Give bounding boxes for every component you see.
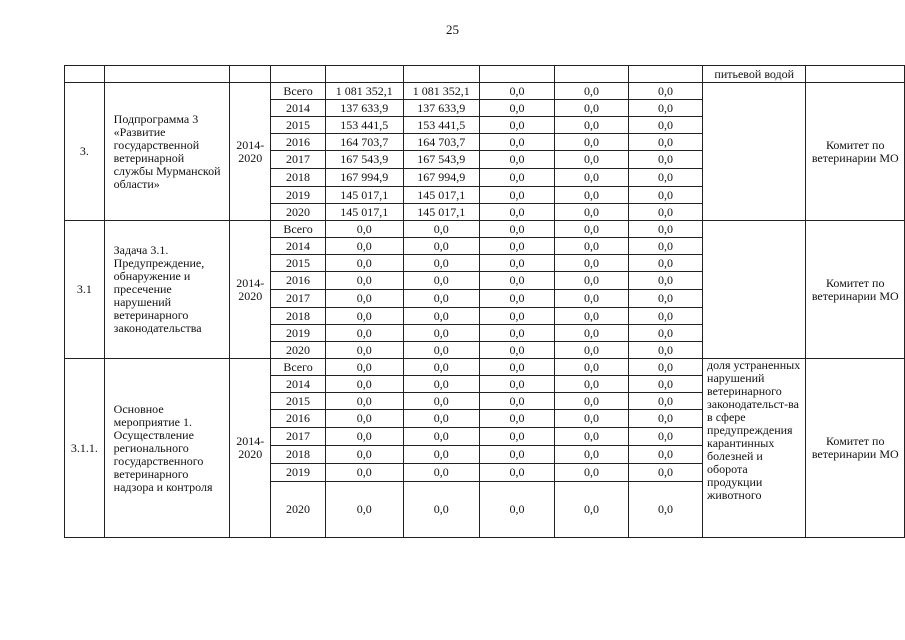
amount-cell: 0,0 <box>555 238 629 255</box>
amount-cell: 0,0 <box>629 221 703 238</box>
year-cell: 2019 <box>271 187 326 204</box>
amount-cell: 0,0 <box>629 187 703 204</box>
amount-cell: 0,0 <box>403 482 480 538</box>
row-number: 3. <box>65 83 105 221</box>
amount-cell: 0,0 <box>480 83 555 100</box>
amount-cell: 0,0 <box>555 187 629 204</box>
amount-cell: 0,0 <box>629 410 703 428</box>
amount-cell: 0,0 <box>403 410 480 428</box>
amount-cell: 0,0 <box>629 290 703 308</box>
amount-cell: 0,0 <box>629 325 703 342</box>
amount-cell: 0,0 <box>555 134 629 151</box>
item-name: Основное мероприятие 1. Осуществление регионального государственного ветеринарного надзора и контроля <box>104 359 230 538</box>
period: 2014-2020 <box>230 359 271 538</box>
year-cell: 2016 <box>271 410 326 428</box>
amount-cell: 0,0 <box>403 272 480 290</box>
cell-empty <box>403 66 480 83</box>
amount-cell: 0,0 <box>629 464 703 482</box>
amount-cell: 0,0 <box>480 117 555 134</box>
year-cell: Всего <box>271 359 326 376</box>
amount-cell: 0,0 <box>480 238 555 255</box>
amount-cell: 0,0 <box>326 290 404 308</box>
amount-cell: 0,0 <box>629 342 703 359</box>
amount-cell: 0,0 <box>480 169 555 187</box>
amount-cell: 137 633,9 <box>403 100 480 117</box>
amount-cell: 0,0 <box>480 272 555 290</box>
amount-cell: 0,0 <box>326 255 404 272</box>
year-cell: 2019 <box>271 464 326 482</box>
amount-cell: 137 633,9 <box>326 100 404 117</box>
amount-cell: 0,0 <box>480 151 555 169</box>
year-cell: 2015 <box>271 393 326 410</box>
cell-empty <box>326 66 404 83</box>
amount-cell: 0,0 <box>326 238 404 255</box>
amount-cell: 0,0 <box>326 308 404 325</box>
amount-cell: 0,0 <box>629 393 703 410</box>
amount-cell: 0,0 <box>480 134 555 151</box>
cell-empty <box>271 66 326 83</box>
year-cell: Всего <box>271 83 326 100</box>
year-cell: 2017 <box>271 428 326 446</box>
amount-cell: 0,0 <box>326 359 404 376</box>
cell-empty <box>629 66 703 83</box>
amount-cell: 0,0 <box>326 342 404 359</box>
amount-cell: 0,0 <box>555 290 629 308</box>
amount-cell: 0,0 <box>629 446 703 464</box>
amount-cell: 0,0 <box>555 410 629 428</box>
amount-cell: 167 543,9 <box>403 151 480 169</box>
amount-cell: 0,0 <box>403 428 480 446</box>
cell-empty <box>65 66 105 83</box>
year-cell: 2018 <box>271 446 326 464</box>
year-cell: 2016 <box>271 134 326 151</box>
amount-cell: 0,0 <box>403 325 480 342</box>
table-row <box>65 359 905 376</box>
amount-cell: 145 017,1 <box>403 187 480 204</box>
amount-cell: 0,0 <box>629 134 703 151</box>
amount-cell: 0,0 <box>555 100 629 117</box>
amount-cell: 0,0 <box>555 446 629 464</box>
amount-cell: 0,0 <box>555 255 629 272</box>
year-cell: 2014 <box>271 238 326 255</box>
amount-cell: 0,0 <box>629 272 703 290</box>
year-cell: 2017 <box>271 290 326 308</box>
amount-cell: 0,0 <box>629 359 703 376</box>
table-row <box>65 66 905 83</box>
executor-cell: Комитет по ветеринарии МО <box>806 221 905 359</box>
amount-cell: 0,0 <box>629 151 703 169</box>
year-cell: 2020 <box>271 204 326 221</box>
amount-cell: 0,0 <box>480 359 555 376</box>
amount-cell: 1 081 352,1 <box>403 83 480 100</box>
amount-cell: 0,0 <box>555 221 629 238</box>
item-name: Задача 3.1. Предупреждение, обнаружение и пресечение нарушений ветеринарного законодательства <box>104 221 230 359</box>
cell-empty <box>806 66 905 83</box>
amount-cell: 0,0 <box>403 359 480 376</box>
row-number: 3.1.1. <box>65 359 105 538</box>
year-cell: 2018 <box>271 169 326 187</box>
year-cell: 2016 <box>271 272 326 290</box>
amount-cell: 0,0 <box>480 464 555 482</box>
year-cell: 2014 <box>271 100 326 117</box>
amount-cell: 0,0 <box>555 325 629 342</box>
amount-cell: 167 994,9 <box>326 169 404 187</box>
amount-cell: 0,0 <box>403 342 480 359</box>
amount-cell: 0,0 <box>555 272 629 290</box>
item-name: Подпрограмма 3 «Развитие государственной ветеринарной службы Мурманской области» <box>104 83 230 221</box>
executor-cell: Комитет по ветеринарии МО <box>806 359 905 538</box>
year-cell: 2020 <box>271 342 326 359</box>
amount-cell: 0,0 <box>480 325 555 342</box>
indicator-cell: питьевой водой <box>703 66 806 83</box>
year-cell: 2019 <box>271 325 326 342</box>
amount-cell: 0,0 <box>629 169 703 187</box>
amount-cell: 0,0 <box>480 100 555 117</box>
amount-cell: 0,0 <box>629 238 703 255</box>
amount-cell: 0,0 <box>326 482 404 538</box>
amount-cell: 164 703,7 <box>326 134 404 151</box>
amount-cell: 145 017,1 <box>326 204 404 221</box>
amount-cell: 0,0 <box>403 376 480 393</box>
page-number: 25 <box>446 22 459 37</box>
amount-cell: 0,0 <box>555 464 629 482</box>
year-cell: 2018 <box>271 308 326 325</box>
year-cell: Всего <box>271 221 326 238</box>
amount-cell: 0,0 <box>480 393 555 410</box>
amount-cell: 0,0 <box>326 272 404 290</box>
amount-cell: 0,0 <box>480 187 555 204</box>
cell-empty <box>555 66 629 83</box>
amount-cell: 0,0 <box>326 325 404 342</box>
amount-cell: 153 441,5 <box>403 117 480 134</box>
amount-cell: 0,0 <box>555 393 629 410</box>
amount-cell: 0,0 <box>555 117 629 134</box>
cell-empty <box>230 66 271 83</box>
amount-cell: 0,0 <box>403 464 480 482</box>
amount-cell: 0,0 <box>480 255 555 272</box>
amount-cell: 0,0 <box>403 393 480 410</box>
amount-cell: 0,0 <box>555 376 629 393</box>
year-cell: 2017 <box>271 151 326 169</box>
program-table <box>64 65 905 538</box>
amount-cell: 0,0 <box>403 238 480 255</box>
amount-cell: 0,0 <box>403 308 480 325</box>
amount-cell: 0,0 <box>555 482 629 538</box>
amount-cell: 145 017,1 <box>326 187 404 204</box>
amount-cell: 0,0 <box>629 482 703 538</box>
amount-cell: 0,0 <box>480 446 555 464</box>
amount-cell: 0,0 <box>326 393 404 410</box>
cell-empty <box>480 66 555 83</box>
amount-cell: 0,0 <box>480 410 555 428</box>
row-number: 3.1 <box>65 221 105 359</box>
amount-cell: 0,0 <box>326 446 404 464</box>
amount-cell: 0,0 <box>629 117 703 134</box>
amount-cell: 0,0 <box>555 169 629 187</box>
indicator-cell <box>703 221 806 359</box>
indicator-cell <box>703 83 806 221</box>
amount-cell: 0,0 <box>629 376 703 393</box>
amount-cell: 0,0 <box>480 376 555 393</box>
indicator-cell: доля устраненных нарушений ветеринарного законодательст-ва в сфере предупреждения карантинных болезней и оборота продукции животного <box>703 359 806 538</box>
amount-cell: 0,0 <box>629 204 703 221</box>
amount-cell: 1 081 352,1 <box>326 83 404 100</box>
amount-cell: 167 994,9 <box>403 169 480 187</box>
amount-cell: 0,0 <box>326 221 404 238</box>
amount-cell: 0,0 <box>480 308 555 325</box>
amount-cell: 0,0 <box>629 255 703 272</box>
amount-cell: 0,0 <box>403 221 480 238</box>
amount-cell: 0,0 <box>403 446 480 464</box>
amount-cell: 0,0 <box>326 410 404 428</box>
amount-cell: 0,0 <box>629 308 703 325</box>
amount-cell: 0,0 <box>629 428 703 446</box>
cell-empty <box>104 66 230 83</box>
table-row <box>65 221 905 238</box>
amount-cell: 0,0 <box>480 428 555 446</box>
amount-cell: 0,0 <box>555 359 629 376</box>
year-cell: 2015 <box>271 117 326 134</box>
amount-cell: 0,0 <box>326 376 404 393</box>
amount-cell: 0,0 <box>555 342 629 359</box>
amount-cell: 0,0 <box>480 342 555 359</box>
period: 2014-2020 <box>230 221 271 359</box>
amount-cell: 145 017,1 <box>403 204 480 221</box>
amount-cell: 0,0 <box>555 151 629 169</box>
amount-cell: 0,0 <box>555 83 629 100</box>
period: 2014-2020 <box>230 83 271 221</box>
amount-cell: 0,0 <box>403 255 480 272</box>
year-cell: 2015 <box>271 255 326 272</box>
amount-cell: 0,0 <box>480 482 555 538</box>
amount-cell: 0,0 <box>555 204 629 221</box>
amount-cell: 0,0 <box>629 83 703 100</box>
year-cell: 2020 <box>271 482 326 538</box>
amount-cell: 0,0 <box>326 464 404 482</box>
amount-cell: 0,0 <box>403 290 480 308</box>
amount-cell: 0,0 <box>629 100 703 117</box>
amount-cell: 0,0 <box>480 204 555 221</box>
amount-cell: 0,0 <box>555 428 629 446</box>
amount-cell: 167 543,9 <box>326 151 404 169</box>
table-row <box>65 83 905 100</box>
amount-cell: 0,0 <box>326 428 404 446</box>
amount-cell: 0,0 <box>480 221 555 238</box>
year-cell: 2014 <box>271 376 326 393</box>
amount-cell: 153 441,5 <box>326 117 404 134</box>
amount-cell: 0,0 <box>480 290 555 308</box>
amount-cell: 164 703,7 <box>403 134 480 151</box>
amount-cell: 0,0 <box>555 308 629 325</box>
executor-cell: Комитет по ветеринарии МО <box>806 83 905 221</box>
